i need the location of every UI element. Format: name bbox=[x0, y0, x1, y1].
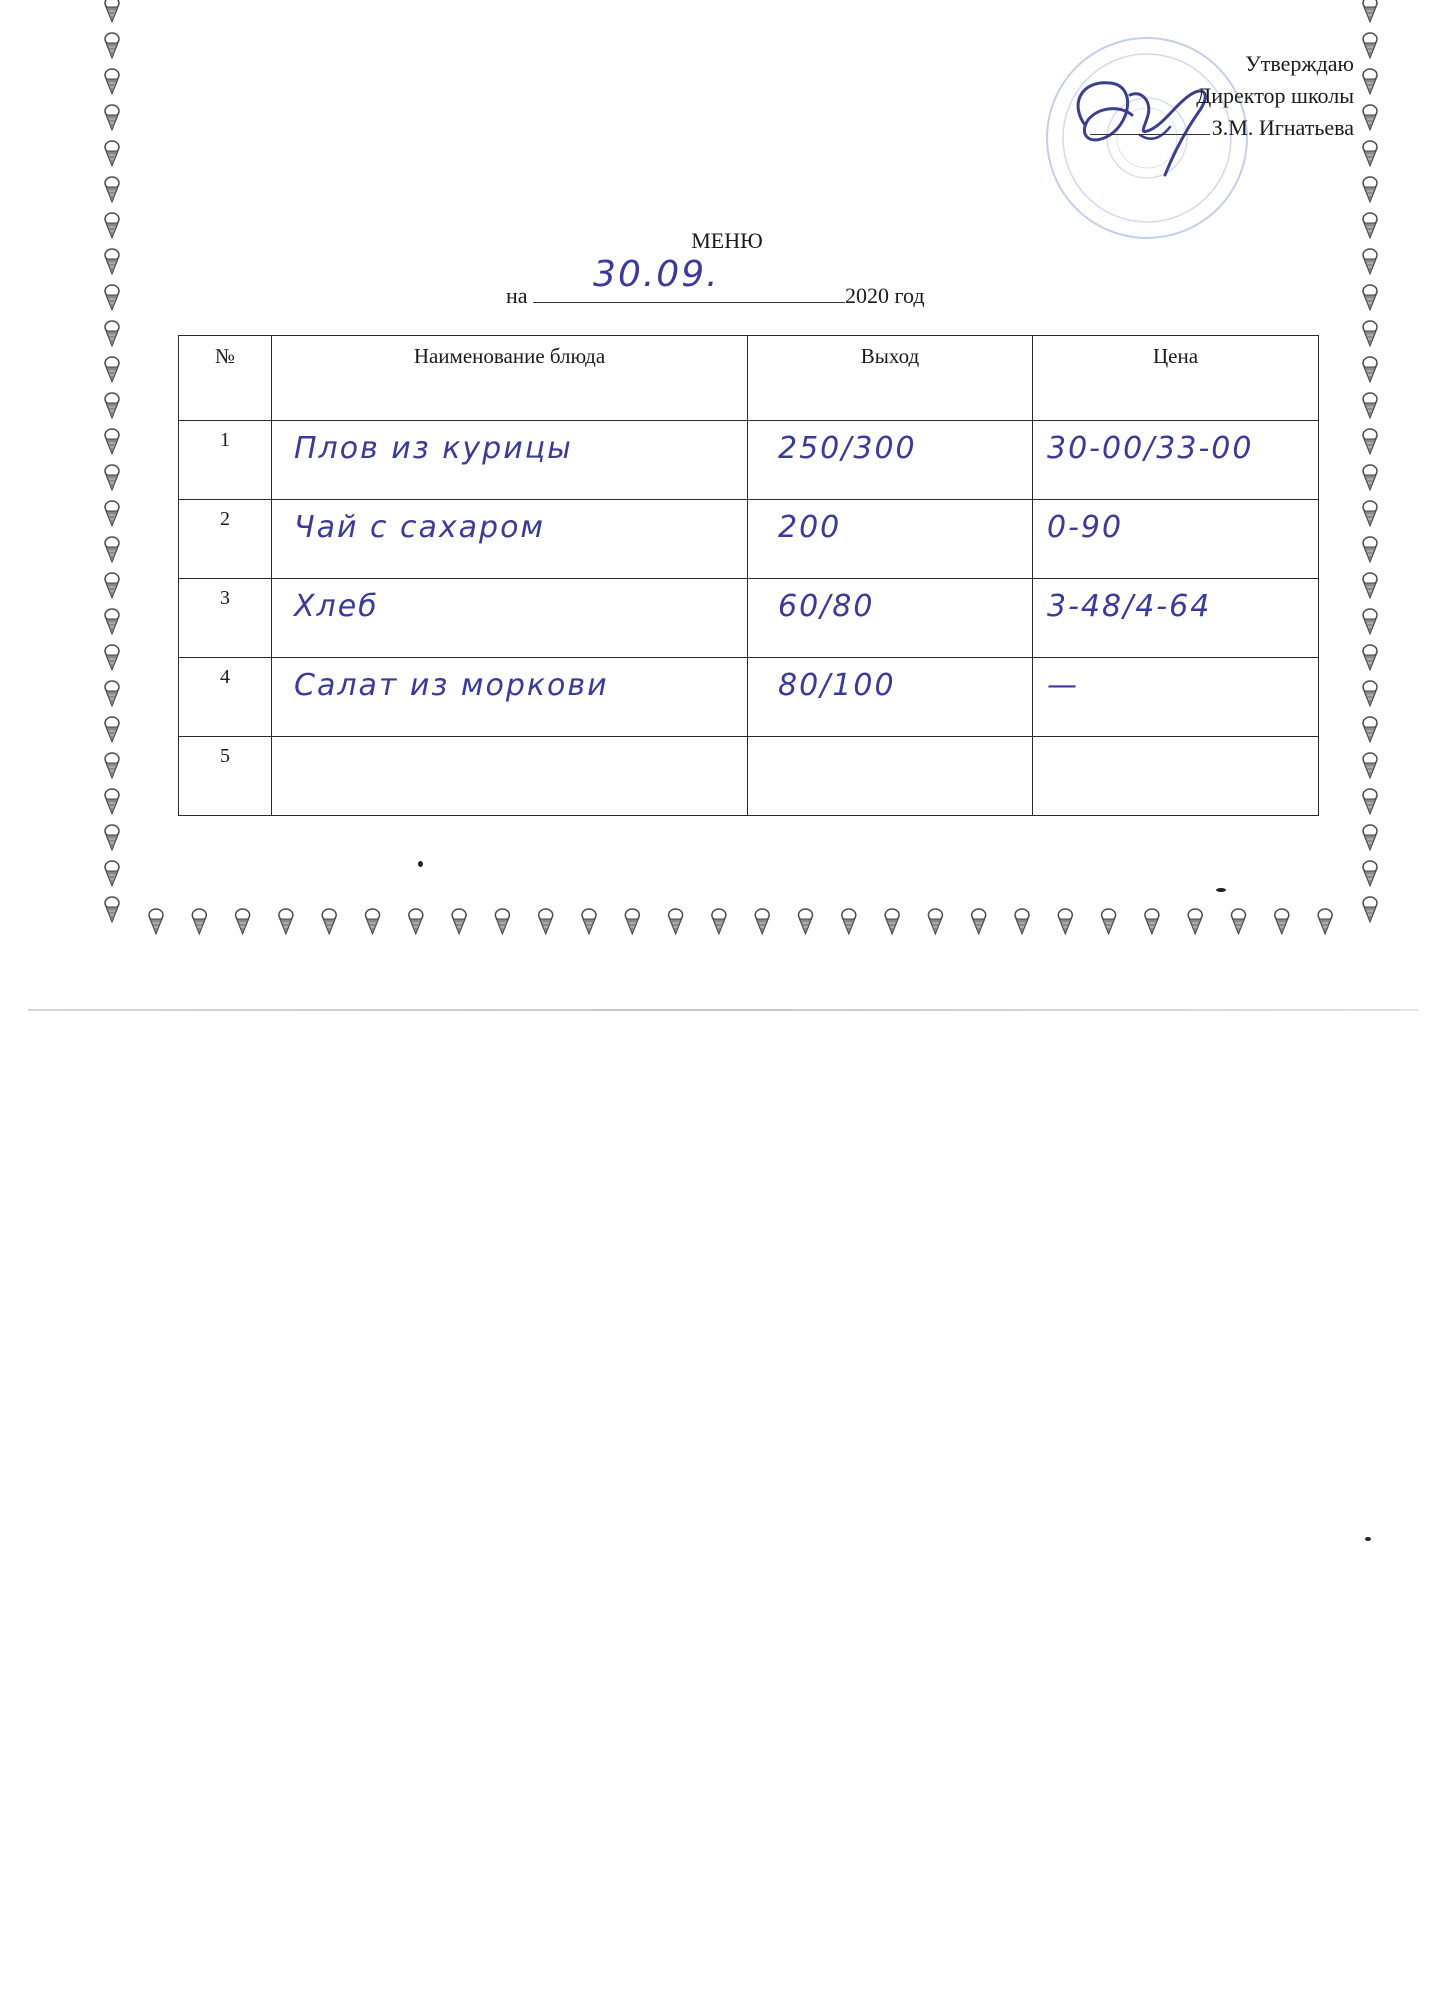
ice-cream-cone-icon bbox=[1363, 789, 1377, 814]
ice-cream-cone-icon bbox=[105, 645, 119, 670]
row-price-cell bbox=[1033, 579, 1319, 658]
row-price: 30-00/33-00 bbox=[1047, 431, 1254, 466]
ice-cream-cone-icon bbox=[1363, 825, 1377, 850]
row-output: 200 bbox=[778, 510, 842, 545]
ice-cream-cone-icon bbox=[105, 141, 119, 166]
ice-cream-cone-icon bbox=[1363, 177, 1377, 202]
row-dish: Плов из курицы bbox=[294, 431, 573, 466]
row-price: 0-90 bbox=[1047, 510, 1124, 545]
table-header-row bbox=[179, 336, 1319, 421]
ice-cream-cone-icon bbox=[105, 789, 119, 814]
ice-cream-cone-icon bbox=[1275, 909, 1289, 934]
row-dish-cell bbox=[272, 421, 748, 500]
ice-cream-cone-icon bbox=[105, 0, 119, 22]
ice-cream-cone-icon bbox=[495, 909, 509, 934]
table-row bbox=[179, 658, 1319, 737]
row-output: 80/100 bbox=[778, 668, 896, 703]
ice-cream-cone-icon bbox=[1015, 909, 1029, 934]
date-suffix: 2020 год bbox=[845, 283, 925, 308]
row-dish-cell bbox=[272, 737, 748, 816]
ice-cream-cone-icon bbox=[539, 909, 553, 934]
ice-cream-cone-icon bbox=[105, 537, 119, 562]
row-dish: Хлеб bbox=[294, 589, 379, 624]
ice-cream-cone-icon bbox=[105, 681, 119, 706]
row-output-cell bbox=[748, 579, 1033, 658]
ice-cream-cone-icon bbox=[712, 909, 726, 934]
handwritten-date: 30.09. bbox=[593, 254, 720, 295]
ice-cream-cone-icon bbox=[1363, 897, 1377, 922]
ice-cream-cone-icon bbox=[1363, 537, 1377, 562]
ice-cream-cone-icon bbox=[105, 717, 119, 742]
ice-cream-cone-icon bbox=[1318, 909, 1332, 934]
ice-cream-cone-icon bbox=[192, 909, 206, 934]
ice-cream-cone-icon bbox=[105, 285, 119, 310]
ice-cream-cone-icon bbox=[105, 357, 119, 382]
row-dish: Салат из моркови bbox=[294, 668, 609, 703]
ice-cream-cone-icon bbox=[1058, 909, 1072, 934]
menu-date-line bbox=[506, 254, 925, 309]
ice-cream-cone-icon bbox=[105, 897, 119, 922]
row-output-cell bbox=[748, 658, 1033, 737]
ice-cream-cone-icon bbox=[1363, 105, 1377, 130]
menu-title: МЕНЮ bbox=[691, 228, 763, 253]
ice-cream-cone-icon bbox=[1363, 717, 1377, 742]
row-output: 250/300 bbox=[778, 431, 917, 466]
menu-table bbox=[178, 335, 1319, 816]
ice-cream-cone-icon bbox=[105, 753, 119, 778]
ice-cream-cone-icon bbox=[1145, 909, 1159, 934]
ice-cream-cone-icon bbox=[625, 909, 639, 934]
ice-cream-cone-icon bbox=[105, 321, 119, 346]
row-output-cell bbox=[748, 737, 1033, 816]
row-num: 4 bbox=[179, 658, 272, 737]
ice-cream-cone-icon bbox=[105, 825, 119, 850]
ice-cream-cone-icon bbox=[105, 861, 119, 886]
ice-cream-cone-icon bbox=[105, 33, 119, 58]
ice-cream-cone-icon bbox=[755, 909, 769, 934]
ice-cream-cone-icon bbox=[1363, 429, 1377, 454]
approval-line-2: Директор школы bbox=[1196, 83, 1354, 108]
signature-line bbox=[1090, 114, 1210, 135]
ice-cream-cone-icon bbox=[582, 909, 596, 934]
ice-cream-cone-icon bbox=[1363, 609, 1377, 634]
row-num: 1 bbox=[179, 421, 272, 500]
table-row bbox=[179, 737, 1319, 816]
ice-cream-cone-icon bbox=[105, 465, 119, 490]
row-price: 3-48/4-64 bbox=[1047, 589, 1212, 624]
ice-cream-cone-icon bbox=[799, 909, 813, 934]
ice-cream-cone-icon bbox=[1363, 393, 1377, 418]
director-name: З.М. Игнатьева bbox=[1211, 115, 1354, 140]
ice-cream-cone-icon bbox=[105, 429, 119, 454]
header-num: № bbox=[179, 336, 272, 421]
ice-cream-cone-icon bbox=[1363, 0, 1377, 22]
header-output: Выход bbox=[748, 336, 1033, 421]
row-output-cell bbox=[748, 421, 1033, 500]
ice-cream-cone-icon bbox=[1102, 909, 1116, 934]
ice-cream-cone-icon bbox=[1363, 501, 1377, 526]
ice-cream-cone-icon bbox=[366, 909, 380, 934]
row-dish-cell bbox=[272, 658, 748, 737]
ice-cream-cone-icon bbox=[452, 909, 466, 934]
ice-cream-cone-icon bbox=[105, 393, 119, 418]
ice-cream-cone-icon bbox=[1363, 321, 1377, 346]
ice-cream-cone-icon bbox=[1363, 753, 1377, 778]
ice-cream-cone-icon bbox=[1363, 681, 1377, 706]
ice-cream-cone-icon bbox=[1363, 357, 1377, 382]
header-dish: Наименование блюда bbox=[272, 336, 748, 421]
row-dish-cell bbox=[272, 579, 748, 658]
ice-cream-cone-icon bbox=[1363, 285, 1377, 310]
row-num: 3 bbox=[179, 579, 272, 658]
ice-cream-cone-icon bbox=[1363, 69, 1377, 94]
ice-cream-cone-icon bbox=[885, 909, 899, 934]
ice-cream-cone-icon bbox=[972, 909, 986, 934]
ice-cream-cone-icon bbox=[842, 909, 856, 934]
ice-cream-cone-icon bbox=[1363, 141, 1377, 166]
ice-cream-cone-icon bbox=[669, 909, 683, 934]
header-price: Цена bbox=[1033, 336, 1319, 421]
table-row bbox=[179, 579, 1319, 658]
ice-cream-cone-icon bbox=[149, 909, 163, 934]
ice-cream-cone-icon bbox=[1188, 909, 1202, 934]
ice-cream-cone-icon bbox=[1363, 465, 1377, 490]
ice-cream-cone-icon bbox=[1232, 909, 1246, 934]
row-dish: Чай с сахаром bbox=[294, 510, 546, 545]
table-row bbox=[179, 500, 1319, 579]
ice-cream-cone-icon bbox=[1363, 861, 1377, 886]
ice-cream-cone-icon bbox=[1363, 573, 1377, 598]
ice-cream-cone-icon bbox=[105, 69, 119, 94]
row-output-cell bbox=[748, 500, 1033, 579]
date-blank bbox=[533, 254, 845, 303]
row-price-cell bbox=[1033, 737, 1319, 816]
scan-speck bbox=[1365, 1537, 1371, 1541]
scan-edge-line bbox=[28, 1009, 1418, 1011]
approval-line-3 bbox=[1090, 112, 1354, 144]
ice-cream-cone-icon bbox=[322, 909, 336, 934]
approval-block bbox=[1090, 48, 1354, 144]
row-price-cell bbox=[1033, 500, 1319, 579]
ice-cream-cone-icon bbox=[1363, 33, 1377, 58]
approval-line-1: Утверждаю bbox=[1245, 51, 1354, 76]
ice-cream-cone-icon bbox=[279, 909, 293, 934]
row-output: 60/80 bbox=[778, 589, 875, 624]
ice-cream-cone-icon bbox=[105, 609, 119, 634]
row-price-cell bbox=[1033, 421, 1319, 500]
row-dish-cell bbox=[272, 500, 748, 579]
table-row bbox=[179, 421, 1319, 500]
scan-speck bbox=[418, 861, 423, 867]
date-prefix: на bbox=[506, 283, 528, 308]
ice-cream-cone-icon bbox=[105, 573, 119, 598]
ice-cream-cone-icon bbox=[928, 909, 942, 934]
ice-cream-cone-icon bbox=[236, 909, 250, 934]
row-price-cell bbox=[1033, 658, 1319, 737]
row-num: 5 bbox=[179, 737, 272, 816]
ice-cream-cone-icon bbox=[1363, 645, 1377, 670]
ice-cream-cone-icon bbox=[409, 909, 423, 934]
scan-speck bbox=[1216, 888, 1226, 892]
row-num: 2 bbox=[179, 500, 272, 579]
ice-cream-cone-icon bbox=[105, 501, 119, 526]
ice-cream-cone-icon bbox=[105, 177, 119, 202]
row-price: — bbox=[1047, 668, 1079, 703]
ice-cream-cone-icon bbox=[105, 105, 119, 130]
